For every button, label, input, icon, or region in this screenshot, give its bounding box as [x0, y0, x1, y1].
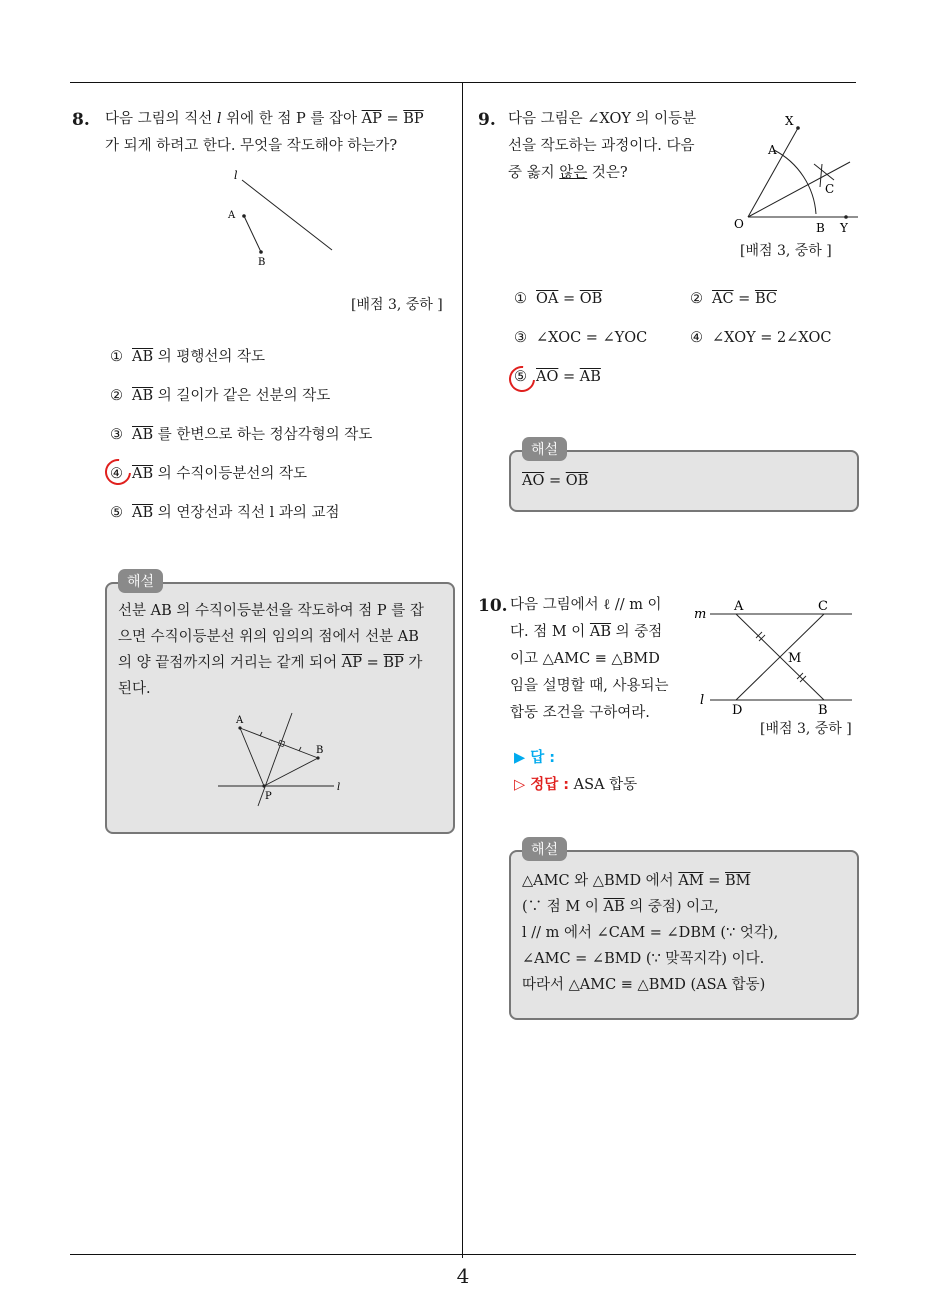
page-number: 4 [456, 1264, 470, 1288]
q8-explanation-text: 선분 AB 의 수직이등분선을 작도하여 점 P 를 잡 으면 수직이등분선 위의 임의의 점에서 선분 AB 의 양 끝점까지의 거리는 같게 되어 $\overline{AP} = \overline{BP}$ 가 된다. [118, 603, 424, 697]
q10-fig-label-b: B [818, 703, 828, 716]
q10-correct-answer: ▷ 정답 : ASA 합동 [514, 777, 638, 793]
q10-fig-label-l: l [700, 693, 705, 708]
q9-fig-label-y: Y [840, 221, 848, 235]
q8-option-2[interactable]: ② $\overline{AB}$ 의 길이가 같은 선분의 작도 [110, 388, 331, 404]
q8-exp-label-l: l [337, 782, 341, 793]
q9-option-1[interactable]: ① $\overline{OA} = \overline{OB}$ [514, 291, 603, 307]
q8-number: 8. [72, 110, 90, 130]
q8-fig-label-l: l [234, 169, 238, 182]
q10-meta: [배점 3, 중하 ] [760, 721, 852, 737]
q8-exp-label-b: B [316, 745, 324, 756]
q8-explanation-tag: 해설 [118, 569, 163, 593]
q8-option-1[interactable]: ① $\overline{AB}$ 의 평행선의 작도 [110, 349, 266, 365]
q10-answer-blank[interactable]: ▶ 답 : [514, 750, 556, 766]
q8-option-5[interactable]: ⑤ $\overline{AB}$ 의 연장선과 직선 l 과의 교점 [110, 505, 340, 521]
q8-meta: [배점 3, 중하 ] [351, 297, 443, 313]
q8-explanation-figure [212, 708, 362, 808]
q8-figure [220, 168, 350, 268]
q10-explanation-tag: 해설 [522, 837, 567, 861]
q8-fig-label-a: A [228, 210, 236, 221]
q9-option-5[interactable]: ⑤ $\overline{AO} = \overline{AB}$ [514, 369, 601, 385]
q8-option-4[interactable]: ④ $\overline{AB}$ 의 수직이등분선의 작도 [110, 466, 308, 482]
q9-meta: [배점 3, 중하 ] [740, 243, 832, 259]
q9-number: 9. [478, 110, 496, 130]
column-divider [462, 82, 463, 1258]
q9-option-2[interactable]: ② $\overline{AC} = \overline{BC}$ [690, 291, 777, 307]
q9-answer-mark [504, 361, 541, 398]
q10-figure [690, 596, 858, 716]
q9-fig-label-c: C [825, 182, 835, 196]
q8-stem: 다음 그림의 직선 l 위에 한 점 P 를 잡아 $\overline{AP} = \overline{BP}$ 가 되게 하려고 한다. 무엇을 작도해야 하는가? [105, 111, 424, 154]
q10-explanation-text: △AMC 와 △BMD 에서 $\overline{AM} = \overline{BM}$ (∵ 점 M 이 $\overline{AB}$ 의 중점) 이고, l // m 에서 ∠CAM = ∠DBM (∵ 엇각), ∠AMC = ∠BMD (∵ 맞꼭지각) 이다. 따라서 △AMC ≡ △BMD (ASA 합동) [522, 873, 779, 993]
q9-fig-label-x: X [785, 114, 794, 128]
q8-option-3[interactable]: ③ $\overline{AB}$ 를 한변으로 하는 정삼각형의 작도 [110, 427, 373, 443]
q10-fig-label-a: A [734, 599, 744, 614]
q10-fig-label-mm: M [788, 651, 802, 666]
q9-option-3[interactable]: ③ ∠XOC = ∠YOC [514, 330, 648, 346]
q9-option-4[interactable]: ④ ∠XOY = 2∠XOC [690, 330, 832, 346]
q10-number: 10. [478, 596, 508, 616]
q9-fig-label-o: O [734, 217, 744, 231]
q9-figure [730, 110, 862, 240]
q9-stem: 다음 그림은 ∠XOY 의 이등분 선을 작도하는 과정이다. 다음 중 옳지 않은 것은? [508, 111, 697, 181]
q9-fig-label-a: A [768, 143, 777, 157]
q10-stem: 다음 그림에서 ℓ // m 이 다. 점 M 이 $\overline{AB}$ 의 중점 이고 △AMC ≡ △BMD 임을 설명할 때, 사용되는 합동 조건을 구하여라. [510, 597, 669, 721]
q8-fig-label-b: B [258, 257, 266, 268]
q10-fig-label-d: D [732, 703, 743, 716]
q10-fig-label-m: m [694, 607, 707, 622]
q10-fig-label-c: C [818, 599, 828, 614]
bottom-rule [70, 1254, 856, 1255]
q9-explanation-tag: 해설 [522, 437, 567, 461]
q9-fig-label-b: B [816, 221, 825, 235]
q9-explanation-text: $\overline{AO} = \overline{OB}$ [522, 473, 589, 489]
q8-exp-label-p: P [265, 791, 272, 802]
q8-answer-mark [100, 454, 137, 491]
q8-exp-label-a: A [236, 715, 244, 726]
top-rule [70, 82, 856, 83]
